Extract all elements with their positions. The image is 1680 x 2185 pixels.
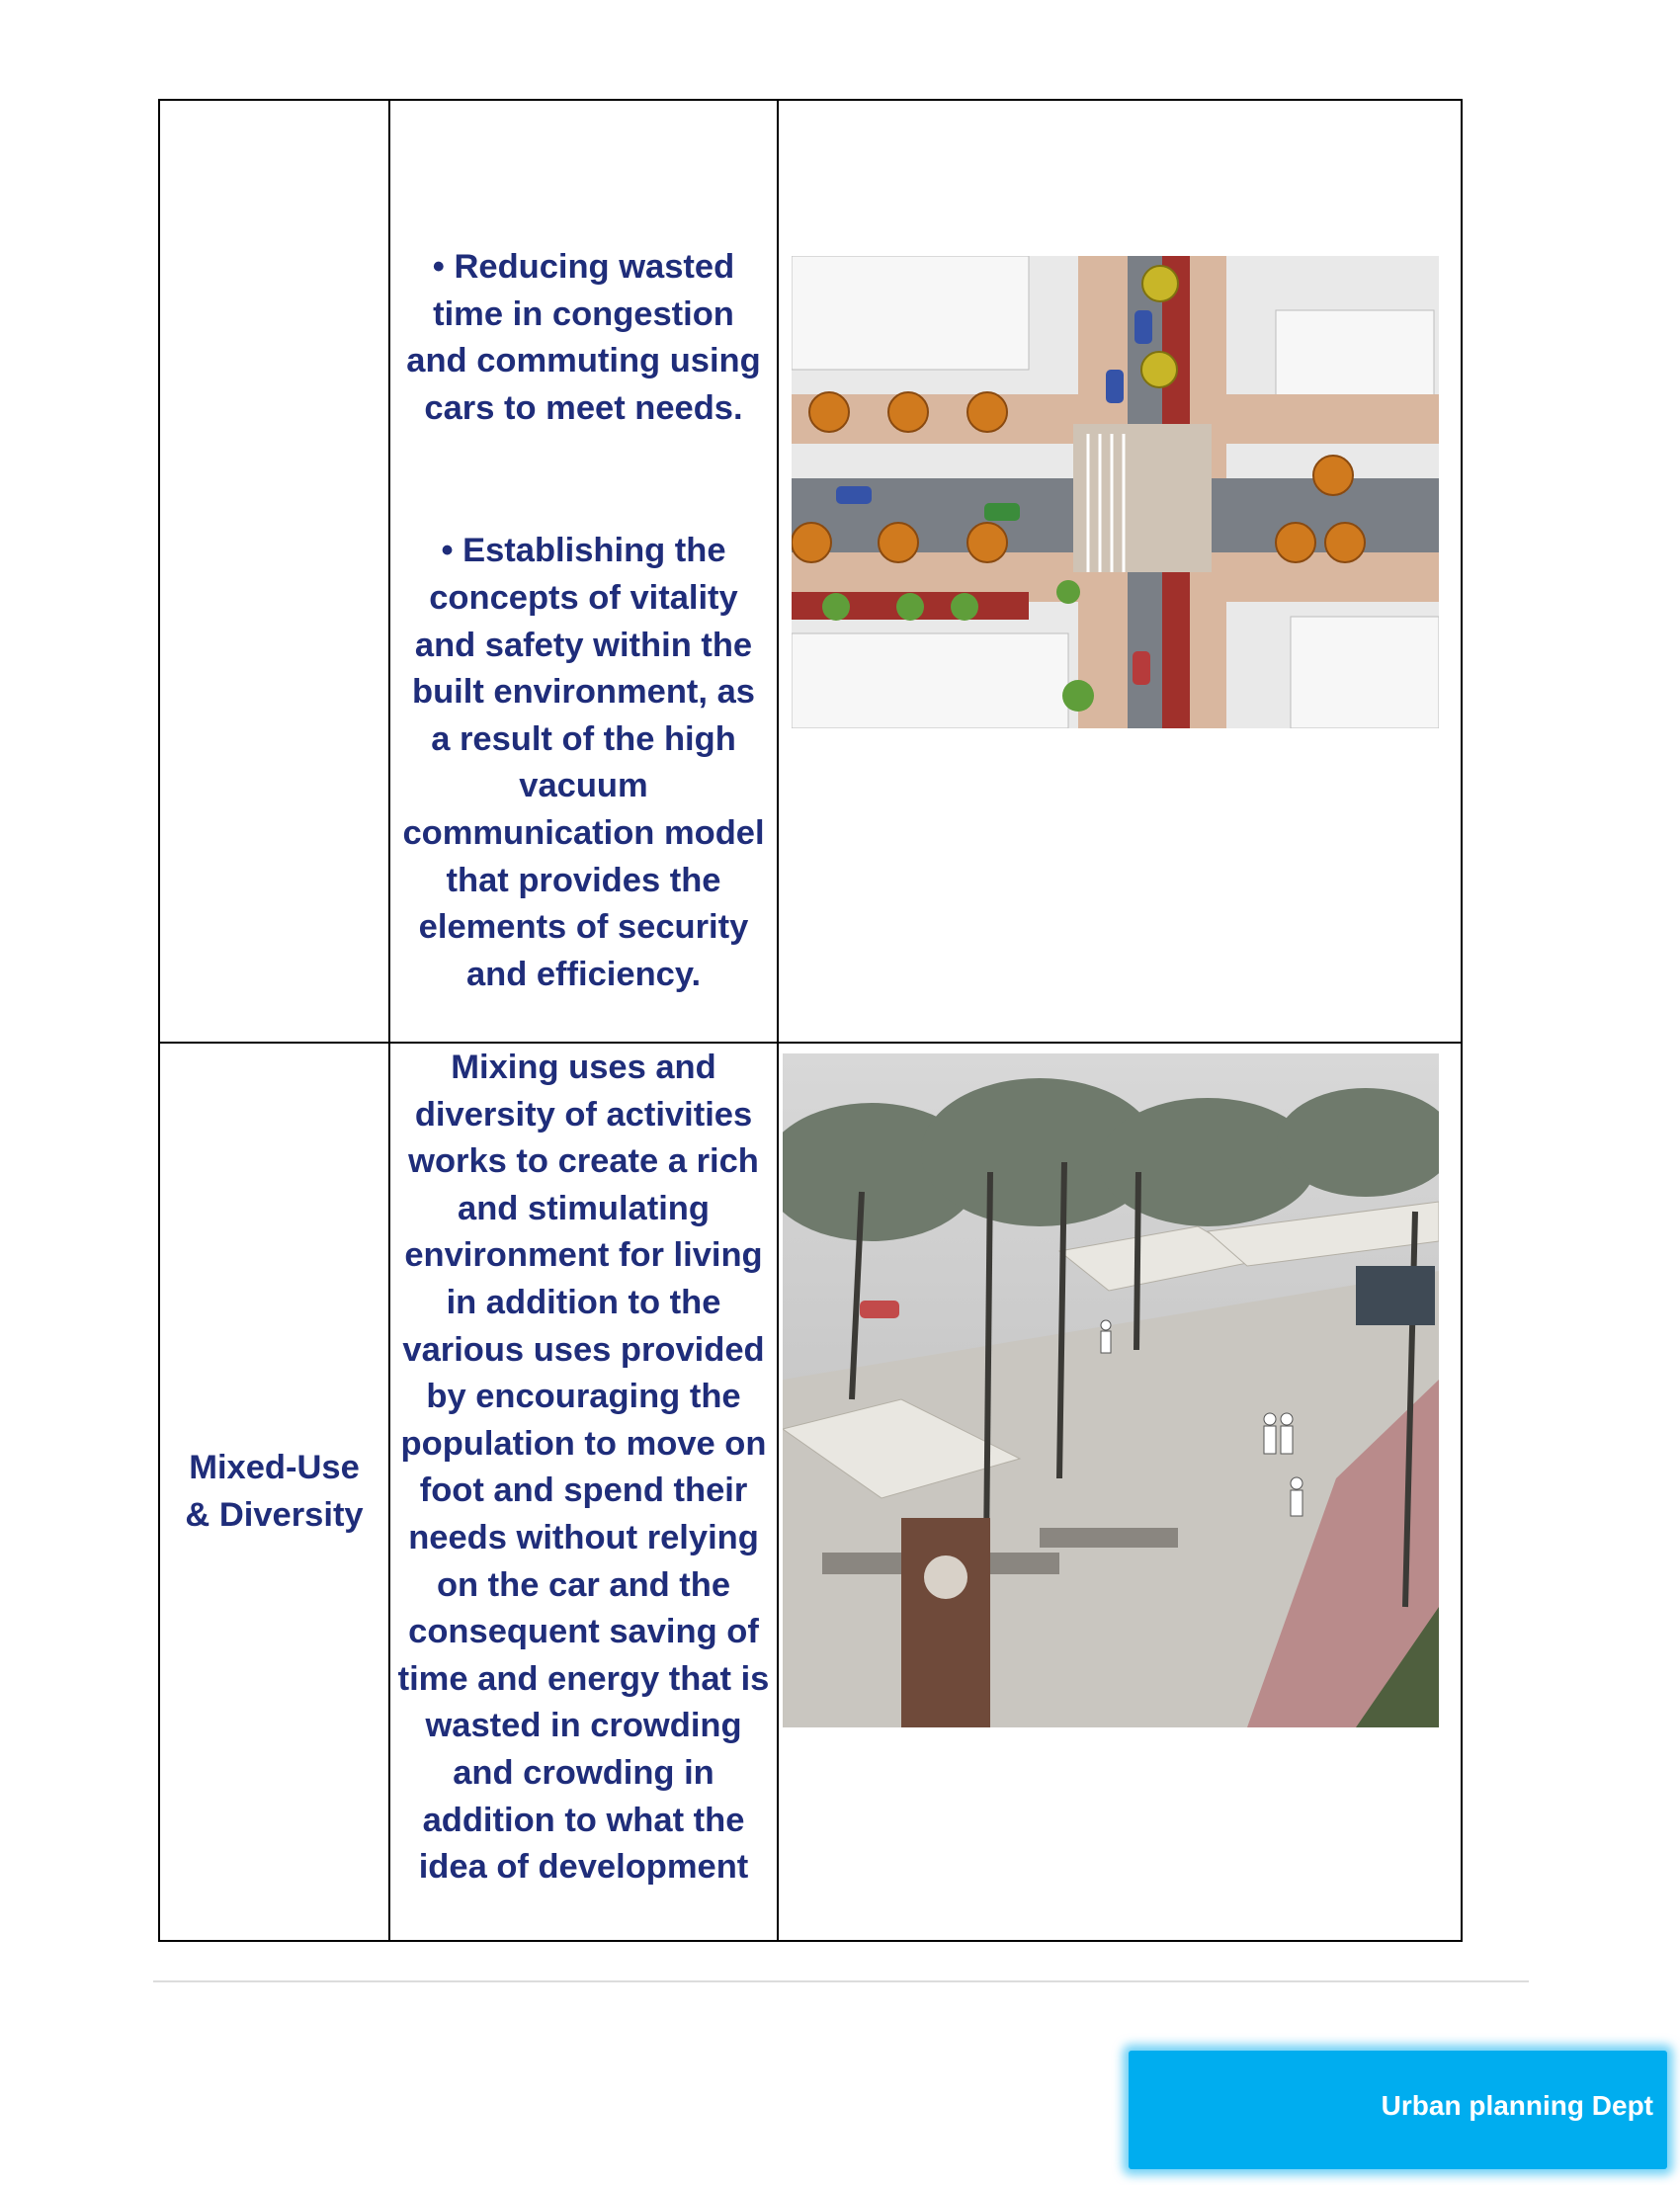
intersection-plan-image <box>792 256 1439 728</box>
image-cell <box>778 1043 1462 1941</box>
category-cell-empty <box>159 100 389 1043</box>
bullet-vitality-safety: • Establishing the concepts of vitality and safety within the built environment, as a result of the high vacuum communication model that provides the elements of security and efficiency. <box>402 532 765 993</box>
department-label: Urban planning Dept <box>1381 2090 1653 2121</box>
category-mixed-use: Mixed-Use & Diversity <box>185 1448 364 1534</box>
footer-badge <box>1129 2051 1667 2169</box>
image-cell <box>778 100 1462 1043</box>
description-cell <box>389 100 778 1043</box>
bullet-reducing-time: • Reducing wasted time in congestion and commuting using cars to meet needs. <box>406 248 761 427</box>
mixed-use-description: Mixing uses and diversity of activities works to create a rich and stimulating environment for living in addition to the various uses provided by encouraging the population to move on foot and spend their needs without relying on the car and the consequent saving of time and energy that is wasted in crowding and crowding in addition to what the idea of development <box>397 1049 770 1887</box>
table-row <box>159 1043 1462 1941</box>
category-cell <box>159 1043 389 1941</box>
footer-divider <box>153 1980 1529 1982</box>
plaza-rendering-image <box>783 1053 1439 1727</box>
content-table <box>158 99 1463 1942</box>
description-cell <box>389 1043 778 1941</box>
table-row <box>159 100 1462 1043</box>
